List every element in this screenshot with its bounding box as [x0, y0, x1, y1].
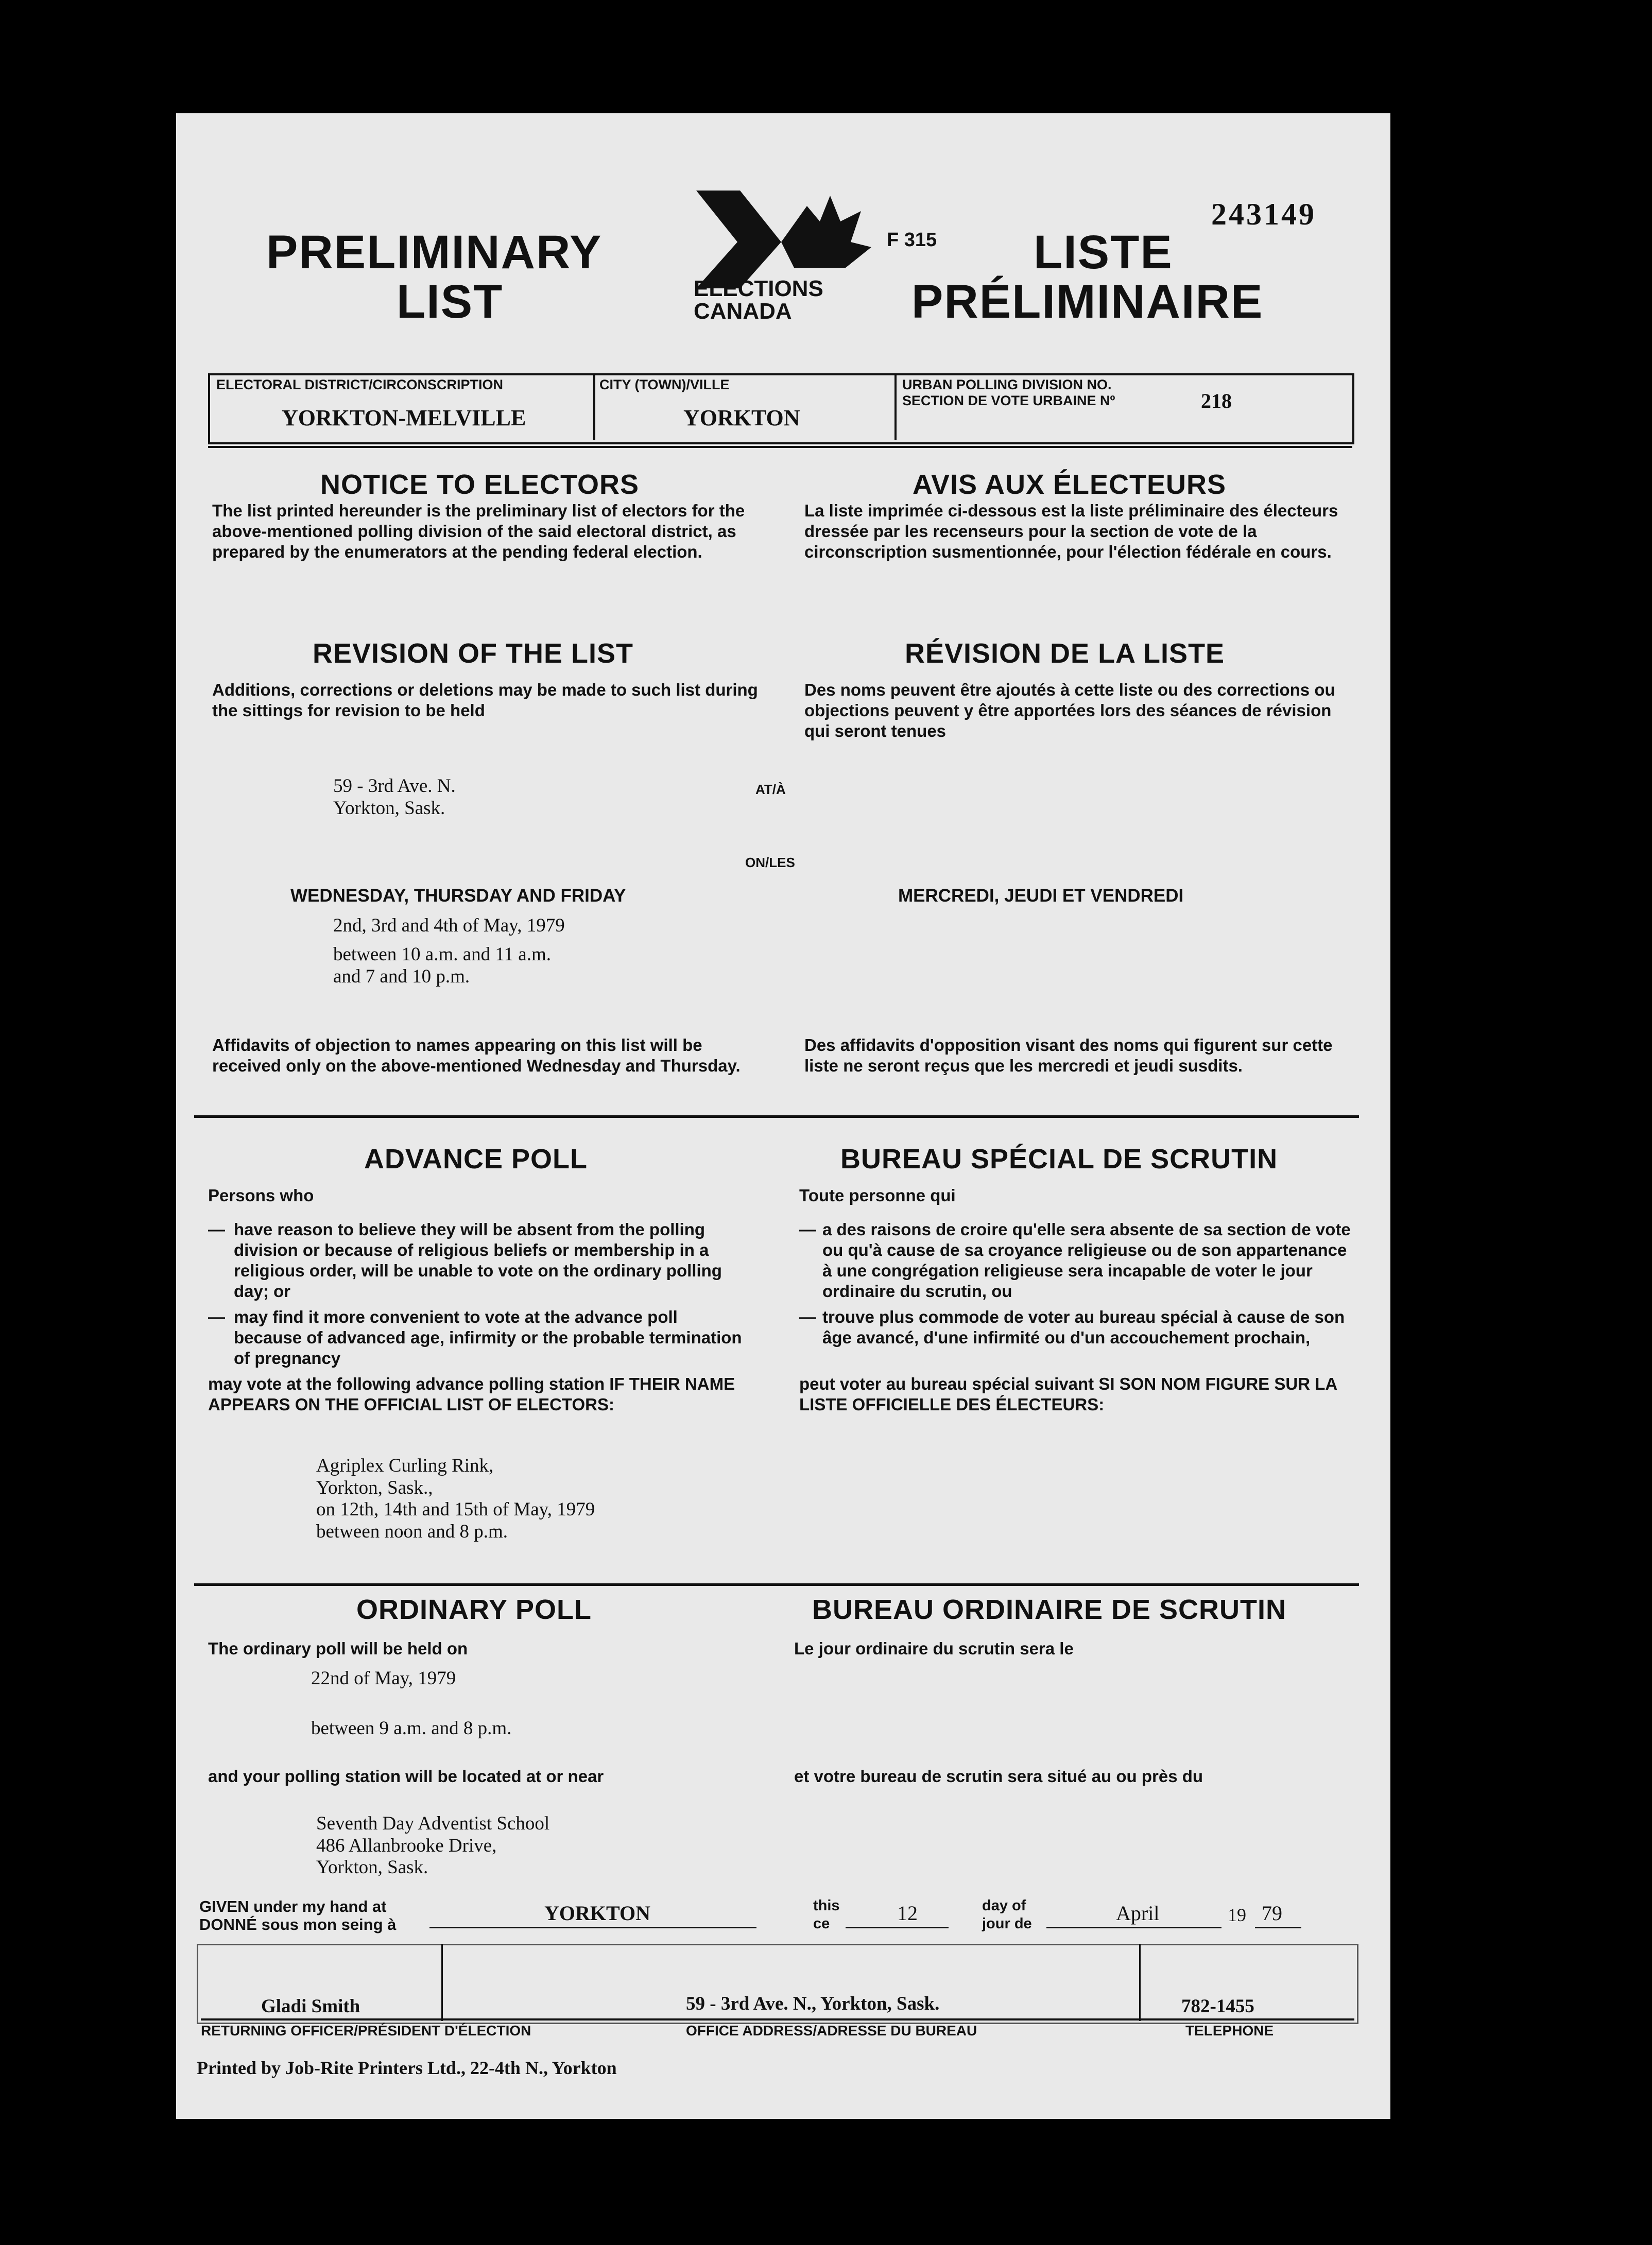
telephone-label: TELEPHONE	[1185, 2023, 1274, 2039]
serial-number: 243149	[1211, 197, 1316, 231]
logo-text-elections: ELECTIONS	[694, 276, 823, 301]
affidavit-fr: Des affidavits d'opposition visant des noms qui figurent sur cette liste ne seront reçus que les mercredi et jeudi susdits.	[804, 1035, 1333, 1075]
revision-text-fr: Des noms peuvent être ajoutés à cette liste ou des corrections ou objections peuvent y être apportées lors des séances de révision qui seront tenues	[804, 680, 1335, 740]
advance-intro-fr: Toute personne qui	[799, 1186, 956, 1205]
given-year-suffix: 79	[1262, 1902, 1282, 1925]
ordinary-place-line2: 486 Allanbrooke Drive,	[316, 1835, 497, 1856]
advance-closing-fr: peut voter au bureau spécial suivant SI SON NOM FIGURE SUR LA LISTE OFFICIELLE DES ÉLECTEURS:	[799, 1374, 1337, 1414]
ordinary-intro-en: The ordinary poll will be held on	[208, 1639, 468, 1658]
given-ce-label: ce	[813, 1915, 830, 1932]
given-month: April	[1116, 1902, 1160, 1925]
advance-heading-fr: BUREAU SPÉCIAL DE SCRUTIN	[840, 1144, 1278, 1175]
advance-item1-en: have reason to believe they will be absent from the polling division or because of religious beliefs or membership in a religious order, will be unable to vote on the ordinary polling day; or	[234, 1220, 722, 1301]
revision-text-en: Additions, corrections or deletions may be made to such list during the sittings for revision to be held	[212, 680, 758, 720]
given-day: 12	[897, 1902, 918, 1925]
city-value: YORKTON	[683, 405, 800, 430]
ordinary-heading-fr: BUREAU ORDINAIRE DE SCRUTIN	[812, 1594, 1287, 1625]
on-label: ON/LES	[745, 855, 795, 870]
district-value: YORKTON-MELVILLE	[282, 405, 526, 430]
affidavit-en: Affidavits of objection to names appearing on this list will be received only on the above-mentioned Wednesday and Thursday.	[212, 1035, 741, 1075]
advance-closing-en: may vote at the following advance polling station IF THEIR NAME APPEARS ON THE OFFICIAL LIST OF ELECTORS:	[208, 1374, 735, 1414]
officer-label: RETURNING OFFICER/PRÉSIDENT D'ÉLECTION	[201, 2023, 531, 2039]
title-fr-line1: LISTE	[1034, 226, 1173, 279]
given-day-of-label: day of	[982, 1897, 1026, 1914]
ordinary-place-line3: Yorkton, Sask.	[316, 1857, 428, 1878]
notice-text-fr: La liste imprimée ci-dessous est la liste préliminaire des électeurs dressée par les recenseurs pour la section de vote de la circonscription susmentionnée, pour l'élection fédérale en cours.	[804, 501, 1338, 561]
ordinary-location-en: and your polling station will be located at or near	[208, 1767, 604, 1786]
advance-heading-en: ADVANCE POLL	[364, 1144, 588, 1175]
advance-station-line4: between noon and 8 p.m.	[316, 1521, 508, 1542]
notice-heading-en: NOTICE TO ELECTORS	[320, 469, 640, 500]
ordinary-hours: between 9 a.m. and 8 p.m.	[311, 1718, 512, 1739]
given-year-prefix: 19	[1228, 1905, 1246, 1925]
revision-heading-en: REVISION OF THE LIST	[313, 638, 634, 669]
revision-heading-fr: RÉVISION DE LA LISTE	[905, 638, 1225, 669]
given-label-fr: DONNÉ sous mon seing à	[199, 1915, 397, 1933]
title-fr-line2: PRÉLIMINAIRE	[911, 275, 1264, 328]
notice-text-en: The list printed hereunder is the preliminary list of electors for the above-mentioned polling division of the said electoral district, as prepared by the enumerators at the pending federal election.	[212, 501, 745, 561]
advance-station-line3: on 12th, 14th and 15th of May, 1979	[316, 1499, 595, 1520]
office-label: OFFICE ADDRESS/ADRESSE DU BUREAU	[686, 2023, 977, 2039]
city-label: CITY (TOWN)/VILLE	[599, 377, 730, 392]
revision-hours-line2: and 7 and 10 p.m.	[333, 966, 470, 987]
division-value: 218	[1201, 389, 1232, 412]
telephone-value: 782-1455	[1181, 1996, 1254, 2017]
revision-address-line2: Yorkton, Sask.	[333, 798, 445, 819]
ordinary-place-line1: Seventh Day Adventist School	[316, 1813, 550, 1834]
division-label-fr: SECTION DE VOTE URBAINE Nº	[902, 393, 1115, 408]
ordinary-heading-en: ORDINARY POLL	[356, 1594, 592, 1625]
given-jour-de-label: jour de	[982, 1915, 1032, 1932]
advance-station-line1: Agriplex Curling Rink,	[316, 1455, 494, 1476]
advance-station-line2: Yorkton, Sask.,	[316, 1477, 433, 1498]
days-fr: MERCREDI, JEUDI ET VENDREDI	[898, 886, 1184, 906]
title-en-line1: PRELIMINARY	[266, 226, 603, 279]
ordinary-intro-fr: Le jour ordinaire du scrutin sera le	[794, 1639, 1074, 1658]
officer-name: Gladi Smith	[261, 1996, 360, 2017]
advance-item2-fr: trouve plus commode de voter au bureau spécial à cause de son âge avancé, d'une infirmité ou d'un accouchement prochain,	[822, 1307, 1345, 1347]
at-label: AT/À	[755, 782, 786, 797]
district-label: ELECTORAL DISTRICT/CIRCONSCRIPTION	[216, 377, 504, 392]
given-this-label: this	[813, 1897, 840, 1914]
ordinary-location-fr: et votre bureau de scrutin sera situé au ou près du	[794, 1767, 1203, 1786]
division-label-en: URBAN POLLING DIVISION NO.	[902, 377, 1112, 392]
printer-line: Printed by Job-Rite Printers Ltd., 22-4th N., Yorkton	[197, 2058, 617, 2078]
advance-item2-en: may find it more convenient to vote at the advance poll because of advanced age, infirmity or the probable termination of pregnancy	[234, 1307, 742, 1368]
given-label-en: GIVEN under my hand at	[199, 1897, 387, 1915]
advance-intro-en: Persons who	[208, 1186, 314, 1205]
ordinary-date: 22nd of May, 1979	[311, 1668, 456, 1689]
given-place: YORKTON	[544, 1902, 650, 1925]
form-number: F 315	[887, 229, 937, 251]
revision-dates: 2nd, 3rd and 4th of May, 1979	[333, 915, 565, 936]
notice-heading-fr: AVIS AUX ÉLECTEURS	[913, 469, 1227, 500]
title-en-line2: LIST	[397, 275, 504, 328]
advance-item1-fr: a des raisons de croire qu'elle sera absente de sa section de vote ou qu'à cause de sa croyance religieuse ou de son appartenance à une congrégation religieuse sera incapable de voter le jour ordinaire du scrutin, ou	[822, 1220, 1351, 1301]
form-sheet: PRELIMINARY LIST ELECTIONS CANADA F 315 LISTE PRÉLIMINAIRE 243149 ELECTORAL DISTRICT/CIRCONSCRIPTION YORKTON-MELVILLE CITY (TOWN)/VILLE YORKTON URBAN POLLING DIVISION NO. SECTION DE VOTE URBAINE Nº 218 NOTICE TO ELECTORS The list printed hereunder is the preliminary list of electors for the above-mentioned polling division of the said electoral district, as prepared by the enumerators at the pending federal election. AVIS AUX ÉLECTEURS La liste imprimée ci-dessous est la liste préliminaire des électeurs dressée par les recenseurs pour la section de vote de la circonscription susmentionnée, pour l'élection fédérale en cours. REVISION OF THE LIST Additions, corrections or deletions may be made to such list during the sittings for revision to be held RÉVISION DE LA LISTE Des noms peuvent être ajoutés à cette liste ou des corrections ou objections peuvent y être apportées lors des séances de révision qui seront tenues 59 - 3rd Ave. N. Yorkton, Sask. AT/À ON/LES WEDNESDAY, THURSDAY AND FRIDAY MERCREDI, JEUDI ET VENDREDI 2nd, 3rd and 4th of May, 1979 between 10 a.m. and 11 a.m. and 7 and 10 p.m. Affidavits of objection to names appearing on this list will be received only on the above-mentioned Wednesday and Thursday. Des affidavits d'opposition visant des noms qui figurent sur cette liste ne seront reçus que les mercredi et jeudi susdits. ADVANCE POLL Persons who — have reason to believe they will be absent from the polling division or because of religious beliefs or membership in a religious order, will be unable to vote on the ordinary polling day; or — may find it more convenient to vote at the advance poll because of advanced age, infirmity or the probable termination of pregnancy may vote at the following advance polling station IF THEIR NAME APPEARS ON THE OFFICIAL LIST OF ELECTORS: BUREAU SPÉCIAL DE SCRUTIN Toute personne qui — a des raisons de croire qu'elle sera absente de sa section de vote ou qu'à cause de sa croyance religieuse ou de son appartenance à une congrégation religieuse sera incapable de voter le jour ordinaire du scrutin, ou — trouve plus commode de voter au bureau spécial à cause de son âge avancé, d'une infirmité ou d'un accouchement prochain, peut voter au bureau spécial suivant SI SON NOM FIGURE SUR LA LISTE OFFICIELLE DES ÉLECTEURS: Agriplex Curling Rink, Yorkton, Sask., on 12th, 14th and 15th of May, 1979 between noon and 8 p.m. ORDINARY POLL The ordinary poll will be held on BUREAU ORDINAIRE DE SCRUTIN Le jour ordinaire du scrutin sera le 22nd of May, 1979 between 9 a.m. and 8 p.m. and your polling station will be located at or near et votre bureau de scrutin sera situé au ou près du Seventh Day Adventist School 486 Allanbrooke Drive, Yorkton, Sask. GIVEN under my hand at DONNÉ sous mon seing à YORKTON this ce 12 day of jour de April 19 79 Gladi Smith RETURNING OFFICER/PRÉSIDENT D'ÉLECTION 59 - 3rd Ave. N., Yorkton, Sask. OFFICE ADDRESS/ADRESSE DU BUREAU 782-1455 TELEPHONE Printed by Job-Rite Printers Ltd., 22-4th N., Yorkton	[176, 113, 1390, 2119]
office-address: 59 - 3rd Ave. N., Yorkton, Sask.	[686, 1993, 940, 2014]
days-en: WEDNESDAY, THURSDAY AND FRIDAY	[290, 886, 626, 906]
revision-address-line1: 59 - 3rd Ave. N.	[333, 775, 456, 797]
revision-hours-line1: between 10 a.m. and 11 a.m.	[333, 944, 551, 965]
logo-text-canada: CANADA	[694, 299, 792, 324]
